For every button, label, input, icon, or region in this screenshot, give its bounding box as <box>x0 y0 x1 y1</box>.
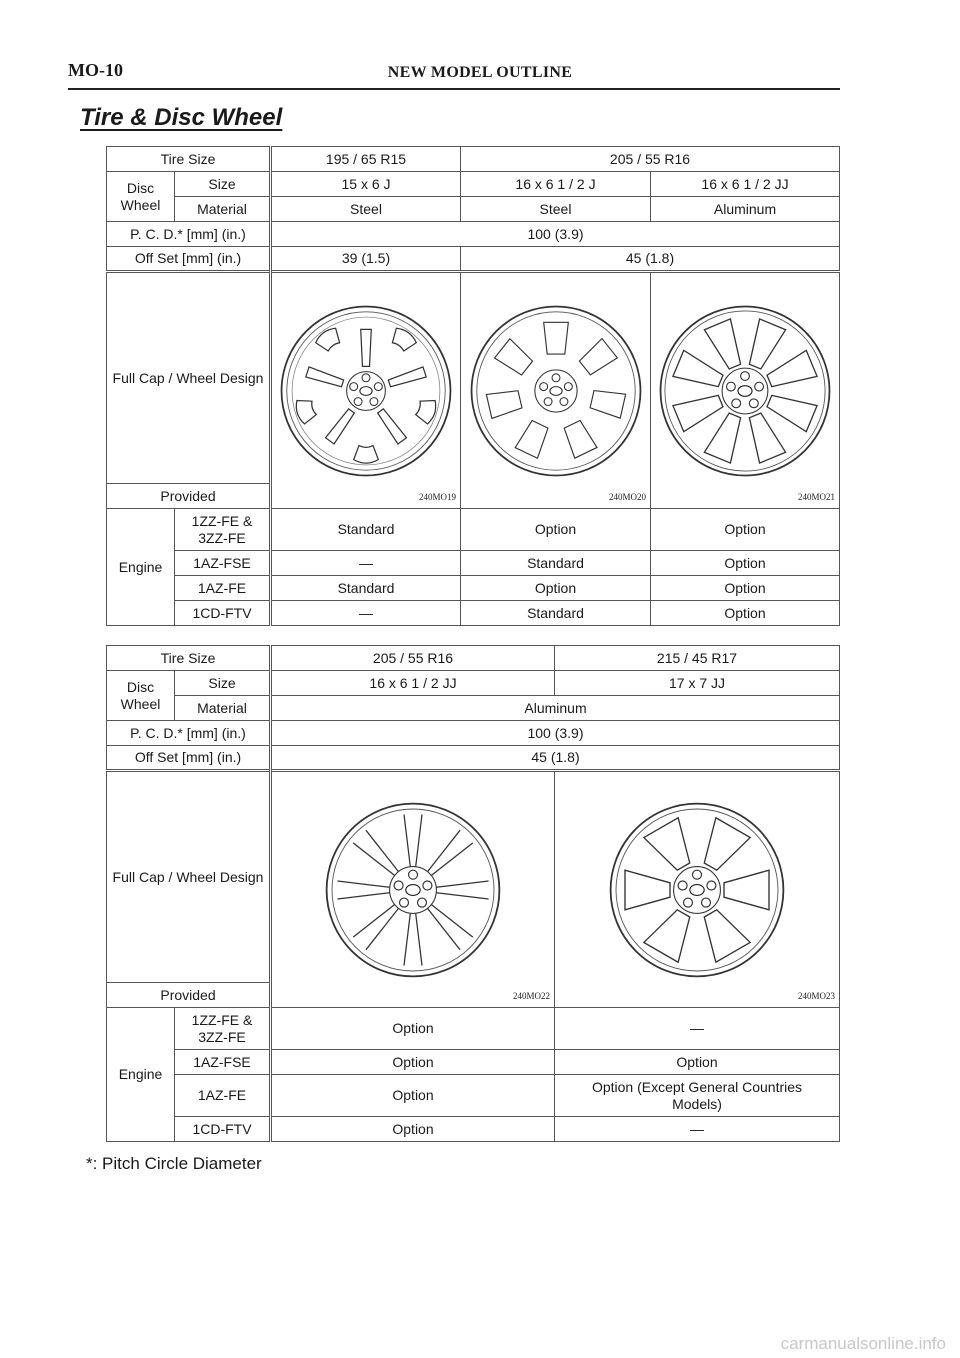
table-cell: 16 x 6 1 / 2 JJ <box>271 671 555 696</box>
table-cell: Option <box>651 601 840 626</box>
table-cell: Option <box>651 509 840 551</box>
header-rule <box>68 88 840 90</box>
table-cell: 16 x 6 1 / 2 JJ <box>651 172 840 197</box>
table-cell: Steel <box>461 197 651 222</box>
tire-size-label: Tire Size <box>107 147 271 172</box>
table-row <box>107 646 840 671</box>
provided-label: Provided <box>107 484 271 509</box>
engine-label: Engine <box>107 509 175 626</box>
watermark: carmanualsonline.info <box>780 1334 946 1353</box>
table-cell: Option <box>271 1050 555 1075</box>
engine-name: 1AZ-FSE <box>175 551 271 576</box>
spec-table-1 <box>106 146 840 626</box>
material-label: Material <box>175 696 271 721</box>
table-cell: 15 x 6 J <box>271 172 461 197</box>
offset-label: Off Set [mm] (in.) <box>107 247 271 272</box>
image-code: 240MO19 <box>418 492 456 502</box>
table-row <box>107 1050 840 1075</box>
table-row <box>107 576 840 601</box>
engine-name: 1AZ-FSE <box>175 1050 271 1075</box>
table-row <box>107 1075 840 1117</box>
design-label: Full Cap / Wheel Design <box>107 272 271 484</box>
table-row <box>107 1117 840 1142</box>
table-row <box>107 746 840 771</box>
table-cell: Option <box>651 576 840 601</box>
table-cell: — <box>271 601 461 626</box>
pcd-label: P. C. D.* [mm] (in.) <box>107 721 271 746</box>
table-row <box>107 247 840 272</box>
wheel-cap-image <box>468 303 644 479</box>
table-cell: Option <box>271 1075 555 1117</box>
table-cell: 195 / 65 R15 <box>271 147 461 172</box>
offset-label: Off Set [mm] (in.) <box>107 746 271 771</box>
engine-name: 1CD-FTV <box>175 1117 271 1142</box>
table-cell: 100 (3.9) <box>271 222 840 247</box>
table-cell: — <box>555 1117 840 1142</box>
table-cell: 205 / 55 R16 <box>461 147 840 172</box>
table-cell: Aluminum <box>651 197 840 222</box>
table-row <box>107 696 840 721</box>
engine-name: 1ZZ-FE & 3ZZ-FE <box>175 509 271 551</box>
table-cell: Option <box>461 576 651 601</box>
table-row <box>107 509 840 551</box>
size-label: Size <box>175 671 271 696</box>
table-row <box>107 721 840 746</box>
material-label: Material <box>175 197 271 222</box>
table-cell: 100 (3.9) <box>271 721 840 746</box>
wheel-image-cell <box>651 272 840 509</box>
table-cell: 16 x 6 1 / 2 J <box>461 172 651 197</box>
section-title: Tire & Disc Wheel <box>80 104 283 131</box>
engine-name: 1ZZ-FE & 3ZZ-FE <box>175 1008 271 1050</box>
engine-label: Engine <box>107 1008 175 1142</box>
spec-table-2 <box>106 645 840 1142</box>
table-row <box>107 197 840 222</box>
wheel-image-cell <box>271 771 555 1008</box>
table-cell: Option <box>461 509 651 551</box>
engine-name: 1AZ-FE <box>175 1075 271 1117</box>
wheel-image-cell <box>555 771 840 1008</box>
alloy-wheel-image <box>607 800 787 980</box>
alloy-wheel-image <box>657 303 833 479</box>
table-cell: Standard <box>271 509 461 551</box>
size-label: Size <box>175 172 271 197</box>
page-number: MO-10 <box>68 60 123 80</box>
table-cell: — <box>555 1008 840 1050</box>
table-cell: 45 (1.8) <box>461 247 840 272</box>
pcd-label: P. C. D.* [mm] (in.) <box>107 222 271 247</box>
image-code: 240MO22 <box>512 991 550 1001</box>
table-cell: — <box>271 551 461 576</box>
table-cell: Standard <box>271 576 461 601</box>
design-label: Full Cap / Wheel Design <box>107 771 271 983</box>
table-cell: Option <box>651 551 840 576</box>
tire-size-label: Tire Size <box>107 646 271 671</box>
table-cell: Steel <box>271 197 461 222</box>
engine-name: 1AZ-FE <box>175 576 271 601</box>
page-header: NEW MODEL OUTLINE <box>387 64 573 81</box>
image-code: 240MO20 <box>608 492 646 502</box>
table-row <box>107 1008 840 1050</box>
engine-name: 1CD-FTV <box>175 601 271 626</box>
table-cell: Standard <box>461 601 651 626</box>
table-cell: Option <box>555 1050 840 1075</box>
table-row <box>107 601 840 626</box>
wheel-cap-image <box>278 303 454 479</box>
provided-label: Provided <box>107 983 271 1008</box>
alloy-wheel-image <box>323 800 503 980</box>
table-row <box>107 771 840 983</box>
image-code: 240MO23 <box>797 991 835 1001</box>
table-row <box>107 551 840 576</box>
table-cell: 215 / 45 R17 <box>555 646 840 671</box>
table-row <box>107 222 840 247</box>
table-row <box>107 671 840 696</box>
table-cell: Option <box>271 1008 555 1050</box>
table-cell: 205 / 55 R16 <box>271 646 555 671</box>
wheel-image-cell <box>271 272 461 509</box>
table-cell: 45 (1.8) <box>271 746 840 771</box>
table-row <box>107 272 840 484</box>
table-cell: 17 x 7 JJ <box>555 671 840 696</box>
image-code: 240MO21 <box>798 492 836 502</box>
table-cell: 39 (1.5) <box>271 247 461 272</box>
table-cell: Aluminum <box>271 696 840 721</box>
wheel-image-cell <box>461 272 651 509</box>
table-cell: Option (Except General Countries Models) <box>555 1075 840 1117</box>
disc-wheel-label: Disc Wheel <box>107 172 175 222</box>
table-row <box>107 147 840 172</box>
table-cell: Option <box>271 1117 555 1142</box>
disc-wheel-label: Disc Wheel <box>107 671 175 721</box>
table-row <box>107 172 840 197</box>
table-cell: Standard <box>461 551 651 576</box>
footnote: *: Pitch Circle Diameter <box>86 1154 262 1173</box>
